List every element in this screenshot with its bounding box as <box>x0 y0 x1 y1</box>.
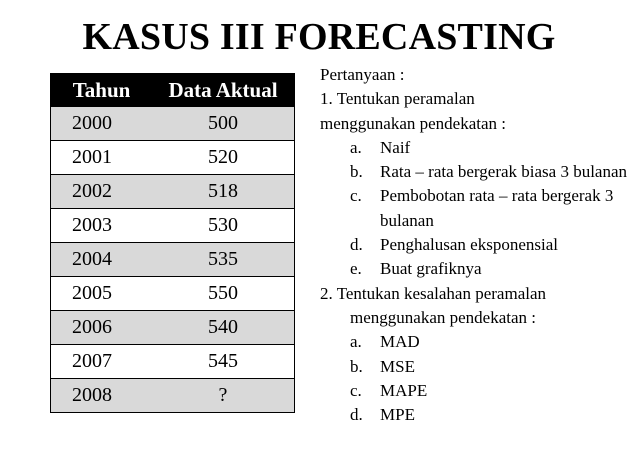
table-row <box>51 243 295 277</box>
year-cell: 2004 <box>51 243 153 277</box>
list-marker: a. <box>350 332 362 352</box>
list-item-text: MSE <box>380 356 415 376</box>
list-item-text: MPE <box>380 405 415 425</box>
table-row <box>51 141 295 175</box>
list-item <box>320 160 632 184</box>
year-cell: 2001 <box>51 141 153 175</box>
table-row <box>51 107 295 141</box>
list-item-text: Penghalusan eksponensial <box>380 235 558 255</box>
table-row <box>51 277 295 311</box>
column-header-actual-data: Data Aktual <box>152 74 295 107</box>
list-item-text: Pembobotan rata – rata bergerak 3 bulanan <box>380 186 614 230</box>
value-cell: 518 <box>152 175 295 209</box>
year-cell: 2003 <box>51 209 153 243</box>
list-marker: e. <box>350 259 362 279</box>
list-item-text: Naif <box>380 137 411 157</box>
year-cell: 2005 <box>51 277 153 311</box>
year-cell: 2008 <box>51 379 153 413</box>
table-row <box>51 175 295 209</box>
value-cell: 545 <box>152 345 295 379</box>
list-item-text: MAPE <box>380 380 428 400</box>
list-item-text: Buat grafiknya <box>380 259 482 279</box>
value-cell: 530 <box>152 209 295 243</box>
page-title: KASUS III FORECASTING <box>82 16 556 58</box>
list-item <box>320 184 632 233</box>
value-cell: 550 <box>152 277 295 311</box>
list-marker: c. <box>350 186 362 206</box>
list-marker: b. <box>350 162 363 182</box>
year-cell: 2000 <box>51 107 153 141</box>
list-item <box>320 379 632 403</box>
list-marker: d. <box>350 405 363 425</box>
list-marker: d. <box>350 235 363 255</box>
question-2-line-2: menggunakan pendekatan : <box>350 307 536 327</box>
table-row <box>51 379 295 413</box>
list-item <box>320 233 632 257</box>
value-cell: ? <box>152 379 295 413</box>
table-row <box>51 209 295 243</box>
list-marker: c. <box>350 380 362 400</box>
questions-heading: Pertanyaan : <box>320 65 405 84</box>
question-1-line-1: 1. Tentukan peramalan <box>320 89 475 109</box>
value-cell: 535 <box>152 243 295 277</box>
list-item-text: Rata – rata bergerak biasa 3 bulanan <box>380 162 628 182</box>
list-item <box>320 355 632 379</box>
questions-block <box>320 63 632 427</box>
list-item <box>320 403 632 427</box>
list-item <box>320 257 632 281</box>
list-item <box>320 330 632 354</box>
list-marker: a. <box>350 137 362 157</box>
forecast-data-table <box>50 73 295 413</box>
list-marker: b. <box>350 356 363 376</box>
table-header-row <box>51 74 295 107</box>
year-cell: 2006 <box>51 311 153 345</box>
table-row <box>51 345 295 379</box>
list-item <box>320 136 632 160</box>
question-1-line-2: menggunakan pendekatan : <box>320 113 506 133</box>
value-cell: 520 <box>152 141 295 175</box>
year-cell: 2002 <box>51 175 153 209</box>
column-header-year: Tahun <box>51 74 153 107</box>
list-item-text: MAD <box>380 332 420 352</box>
value-cell: 500 <box>152 107 295 141</box>
question-2-line-1: 2. Tentukan kesalahan peramalan <box>320 283 547 303</box>
table-row <box>51 311 295 345</box>
year-cell: 2007 <box>51 345 153 379</box>
value-cell: 540 <box>152 311 295 345</box>
